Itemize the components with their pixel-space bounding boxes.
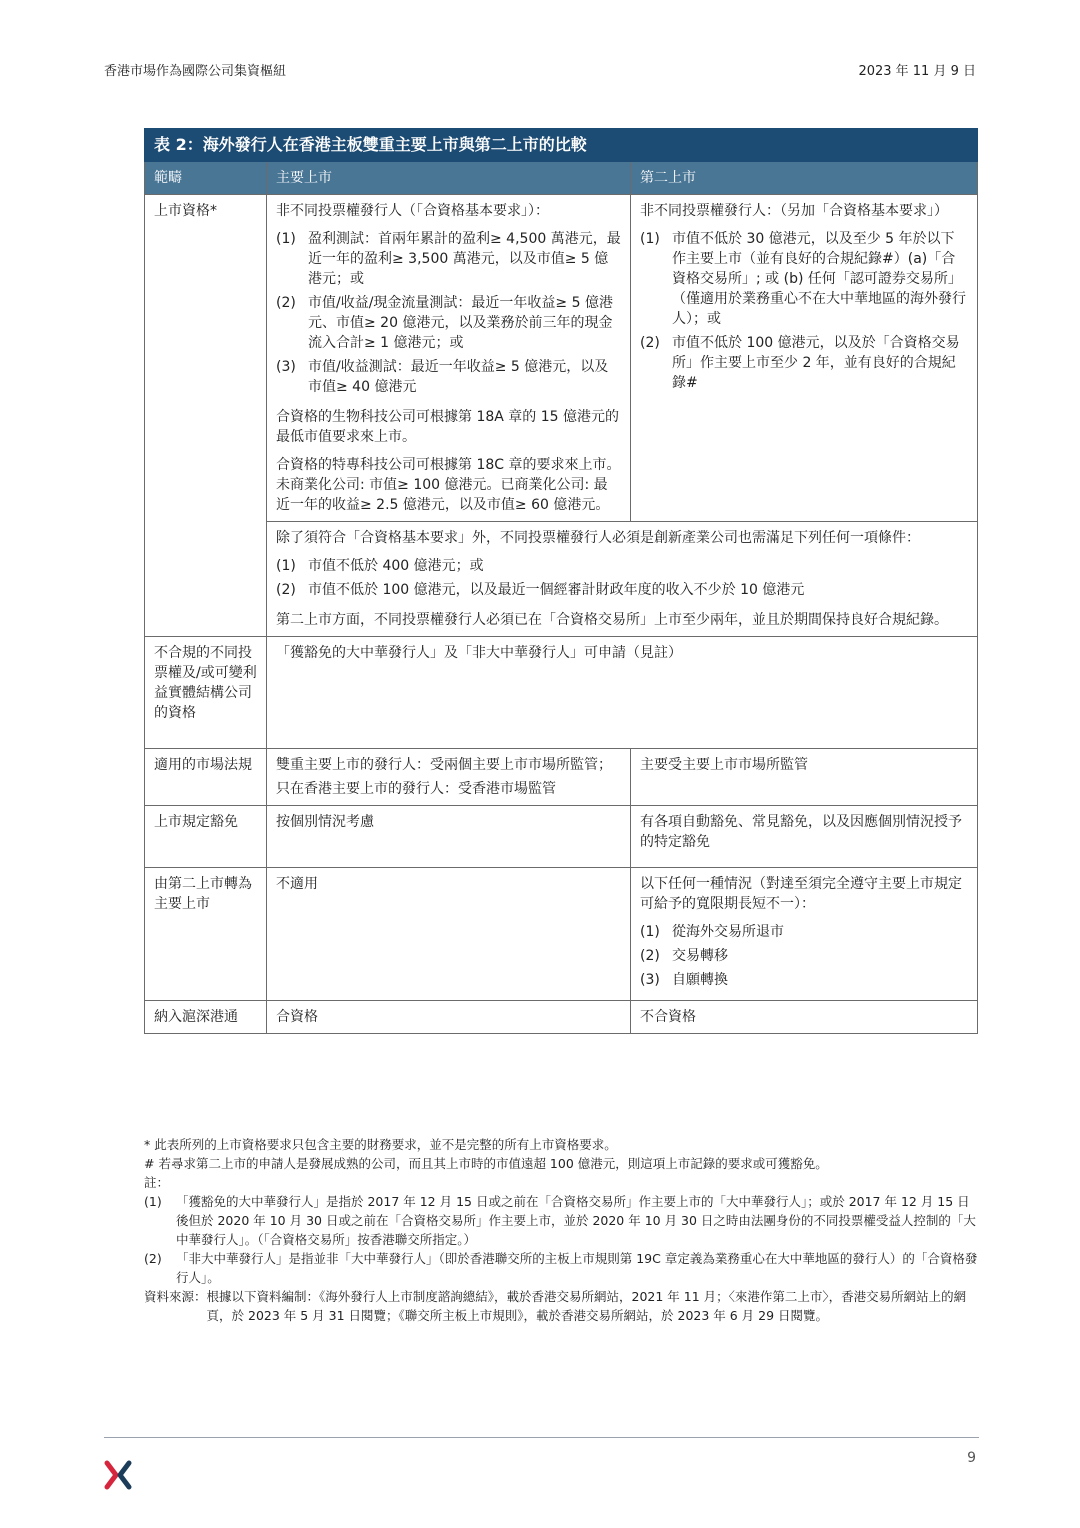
table-row [145, 195, 978, 522]
row-label-listing: 上市資格* [145, 195, 267, 637]
list-item: (1) 盈利測試：首兩年累計的盈利≥ 4,500 萬港元，最近一年的盈利≥ 3,500 萬港元，以及市值≥ 5 億港元；或 [276, 231, 621, 287]
primary-intro: 非不同投票權發行人（「合資格基本要求」）： [276, 203, 549, 219]
cell-noncompliant: 「獲豁免的大中華發行人」及「非大中華發行人」可申請（見註） [267, 637, 978, 749]
column-header-primary: 主要上市 [267, 162, 631, 195]
table-title: 表 2：海外發行人在香港主板雙重主要上市與第二上市的比較 [145, 129, 978, 162]
list-item: (1) 從海外交易所退市 [640, 924, 784, 940]
biotech-note: 合資格的生物科技公司可根據第 18A 章的 15 億港元的最低市值要求來上市。 [276, 409, 620, 445]
wvr-secondary-note: 第二上市方面，不同投票權發行人必須已在「合資格交易所」上市至少兩年，並且於期間保持良好合規紀錄。 [276, 612, 948, 628]
cell-waiver-primary: 按個別情況考慮 [267, 806, 631, 868]
list-item: (3) 市值/收益測試：最近一年收益≥ 5 億港元，以及市值≥ 40 億港元 [276, 359, 609, 395]
footnote-star: * 此表所列的上市資格要求只包含主要的財務要求，並不是完整的所有上市資格要求。 [144, 1137, 617, 1152]
footer-divider [104, 1437, 979, 1438]
list-item: (2) 市值不低於 100 億港元，以及最近一個經審計財政年度的收入不少於 10 億港元 [276, 582, 805, 598]
table-row [145, 749, 978, 806]
cell-connect-secondary: 不合資格 [631, 1001, 978, 1034]
notes-label: 註： [144, 1175, 170, 1190]
cell-waiver-secondary: 有各項自動豁免、常見豁免，以及因應個別情況授予的特定豁免 [631, 806, 978, 868]
regulation-hk-primary: 只在香港主要上市的發行人：受香港市場監管 [276, 781, 556, 797]
cell-conversion-primary: 不適用 [267, 868, 631, 1001]
list-item: (2) 市值/收益/現金流量測試：最近一年收益≥ 5 億港元、市值≥ 20 億港元，以及業務於前三年的現金流入合計≥ 1 億港元；或 [276, 295, 613, 351]
row-label-waiver: 上市規定豁免 [145, 806, 267, 868]
list-item: (2) 市值不低於 100 億港元，以及於「合資格交易所」作主要上市至少 2 年，並有良好的合規紀錄# [640, 335, 960, 391]
list-item: (1) 市值不低於 30 億港元，以及至少 5 年於以下作主要上市（並有良好的合規紀錄#）(a)「合資格交易所」; 或 (b) 任何「認可證券交易所」（僅適用於業務重心不在大中華地區的海外發行人）；或 [640, 231, 966, 327]
column-header-category: 範疇 [145, 162, 267, 195]
row-label-connect: 納入滬深港通 [145, 1001, 267, 1034]
row-label-regulation: 適用的市場法規 [145, 749, 267, 806]
wvr-intro: 除了須符合「合資格基本要求」外，不同投票權發行人必須是創新產業公司也需滿足下列任何一項條件： [276, 530, 920, 546]
table-notes [144, 1135, 979, 1325]
conversion-intro: 以下任何一種情況（對達至須完全遵守主要上市規定可給予的寬限期長短不一）： [640, 876, 962, 912]
row-label-conversion: 由第二上市轉為主要上市 [145, 868, 267, 1001]
footnote-hash: # 若尋求第二上市的申請人是發展成熟的公司，而且其上市時的市值遠超 100 億港元，則這項上市記錄的要求或可獲豁免。 [144, 1156, 828, 1171]
table-row [145, 1001, 978, 1034]
cell-regulation-primary [267, 749, 631, 806]
list-item: (3) 自願轉換 [640, 972, 728, 988]
specialist-tech-note: 合資格的特專科技公司可根據第 18C 章的要求來上市。未商業化公司: 市值≥ 100 億港元。已商業化公司: 最近一年的收益≥ 2.5 億港元，以及市值≥ 60 億港元。 [276, 457, 621, 513]
hkex-logo-icon [104, 1460, 132, 1494]
cell-listing-primary [267, 195, 631, 522]
table-row [145, 637, 978, 749]
cell-listing-secondary [631, 195, 978, 522]
cell-regulation-secondary: 主要受主要上市市場所監管 [631, 749, 978, 806]
table-row [145, 868, 978, 1001]
note-item: (1) 「獲豁免的大中華發行人」是指於 2017 年 12 月 15 日或之前在「合資格交易所」作主要上市的「大中華發行人」；或於 2017 年 12 月 15 日後但於 2020 年 10 月 30 日或之前在「合資格交易所」作主要上市，並於 2020 年 10 月 30 日之時由法團身份的不同投票權受益人控制的「大中華發行人」。（「合資格交易所」按香港聯交所指定。） [144, 1194, 976, 1247]
source-note: 資料來源： 根據以下資料編制：《海外發行人上市制度諮詢總結》，載於香港交易所網站，2021 年 11 月；〈來港作第二上市〉，香港交易所網站上的網頁，於 2023 年 5 月 31 日閱覽；《聯交所主板上市規則》，載於香港交易所網站，於 2023 年 6 月 29 日閱覽。 [144, 1289, 967, 1323]
list-item: (1) 市值不低於 400 億港元；或 [276, 558, 484, 574]
comparison-table [144, 128, 978, 1034]
table-row [145, 522, 978, 637]
row-label-noncompliant: 不合規的不同投票權及/或可變利益實體結構公司的資格 [145, 637, 267, 749]
document-date: 2023 年 11 月 9 日 [858, 64, 976, 79]
table-row [145, 806, 978, 868]
note-item: (2) 「非大中華發行人」是指並非「大中華發行人」（即於香港聯交所的主板上市規則第 19C 章定義為業務重心在大中華地區的發行人）的「合資格發行人」。 [144, 1251, 978, 1285]
regulation-dual-primary: 雙重主要上市的發行人：受兩個主要上市市場所監管； [276, 757, 612, 773]
document-title: 香港市場作為國際公司集資樞紐 [104, 64, 287, 79]
secondary-intro: 非不同投票權發行人：（另加「合資格基本要求」） [640, 203, 948, 219]
cell-conversion-secondary [631, 868, 978, 1001]
list-item: (2) 交易轉移 [640, 948, 728, 964]
cell-connect-primary: 合資格 [267, 1001, 631, 1034]
page-number: 9 [967, 1450, 976, 1466]
column-header-secondary: 第二上市 [631, 162, 978, 195]
cell-wvr-requirements [267, 522, 978, 637]
